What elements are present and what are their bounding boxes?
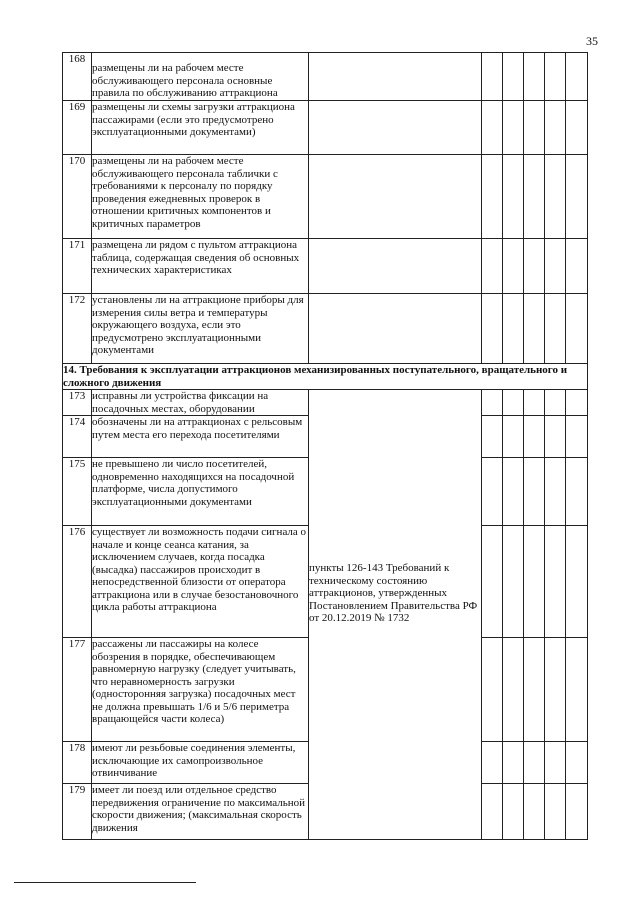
row-number: 169 bbox=[63, 101, 92, 155]
question-cell bbox=[92, 155, 309, 239]
answer-cell bbox=[545, 239, 566, 294]
question-cell bbox=[92, 742, 309, 784]
answer-cell bbox=[566, 390, 588, 416]
answer-cell bbox=[566, 416, 588, 458]
answer-cell bbox=[545, 53, 566, 101]
answer-cell bbox=[566, 742, 588, 784]
question-cell bbox=[92, 239, 309, 294]
question-text: установлены ли на аттракционе приборы для измерения силы ветра и температуры окружающего воздуха, если это предусмотрено эксплуатационными документами bbox=[92, 294, 304, 356]
answer-cell bbox=[503, 155, 524, 239]
question-cell bbox=[92, 390, 309, 416]
checklist-table bbox=[62, 52, 588, 840]
answer-cell bbox=[482, 458, 503, 526]
page-number: 35 bbox=[586, 34, 598, 48]
answer-cell bbox=[503, 294, 524, 364]
answer-cell bbox=[524, 638, 545, 742]
question-cell bbox=[92, 458, 309, 526]
answer-cell bbox=[482, 53, 503, 101]
answer-cell bbox=[482, 155, 503, 239]
table-row bbox=[63, 294, 588, 364]
answer-cell bbox=[503, 742, 524, 784]
table-row bbox=[63, 101, 588, 155]
question-text: размещены ли схемы загрузки аттракциона пассажирами (если это предусмотрено эксплуатационными документами) bbox=[92, 101, 295, 138]
answer-cell bbox=[545, 155, 566, 239]
row-number: 170 bbox=[63, 155, 92, 239]
norm-cell bbox=[309, 53, 482, 101]
question-text: рассажены ли пассажиры на колесе обозрения в порядке, обеспечивающем равномерную нагрузку (следует учитывать, что неравномерность загрузки (односторонняя загрузка) посадочных мест не должна превышать 1/6 и 5/6 периметра вращающейся части колеса) bbox=[92, 638, 296, 725]
row-number: 179 bbox=[63, 784, 92, 840]
answer-cell bbox=[524, 101, 545, 155]
row-number: 172 bbox=[63, 294, 92, 364]
answer-cell bbox=[503, 526, 524, 638]
answer-cell bbox=[566, 53, 588, 101]
row-number: 174 bbox=[63, 416, 92, 458]
row-number: 176 bbox=[63, 526, 92, 638]
answer-cell bbox=[503, 53, 524, 101]
row-number: 168 bbox=[63, 53, 92, 101]
table-row bbox=[63, 155, 588, 239]
question-cell bbox=[92, 294, 309, 364]
question-cell bbox=[92, 526, 309, 638]
question-text: размещены ли на рабочем месте обслуживающего персонала основные правила по обслуживанию аттракциона bbox=[92, 62, 278, 99]
table-row bbox=[63, 239, 588, 294]
answer-cell bbox=[503, 101, 524, 155]
table-row bbox=[63, 53, 588, 101]
answer-cell bbox=[545, 784, 566, 840]
answer-cell bbox=[503, 239, 524, 294]
answer-cell bbox=[524, 784, 545, 840]
question-text: исправны ли устройства фиксации на посадочных местах, оборудовании bbox=[92, 390, 269, 415]
answer-cell bbox=[524, 294, 545, 364]
norm-reference-cell bbox=[309, 390, 482, 840]
answer-cell bbox=[503, 416, 524, 458]
question-text: имеют ли резьбовые соединения элементы, исключающие их самопроизвольное отвинчивание bbox=[92, 742, 296, 779]
answer-cell bbox=[503, 458, 524, 526]
answer-cell bbox=[482, 390, 503, 416]
answer-cell bbox=[482, 638, 503, 742]
answer-cell bbox=[545, 390, 566, 416]
answer-cell bbox=[545, 526, 566, 638]
answer-cell bbox=[482, 742, 503, 784]
answer-cell bbox=[524, 53, 545, 101]
answer-cell bbox=[524, 742, 545, 784]
answer-cell bbox=[482, 526, 503, 638]
question-text: существует ли возможность подачи сигнала о начале и конце сеанса катания, за исключением случаев, когда посадка (высадка) пассажиров происходит в непосредственной близости от оператора аттракциона или в случае безостановочного цикла работы аттракциона bbox=[92, 526, 307, 613]
question-cell bbox=[92, 638, 309, 742]
question-cell bbox=[92, 784, 309, 840]
answer-cell bbox=[482, 784, 503, 840]
question-cell bbox=[92, 101, 309, 155]
question-text: имеет ли поезд или отдельное средство передвижения ограничение по максимальной скорости движения; (максимальная скорость движения bbox=[92, 784, 305, 834]
answer-cell bbox=[566, 526, 588, 638]
question-text: размещена ли рядом с пультом аттракциона таблица, содержащая сведения об основных технических характеристиках bbox=[92, 239, 300, 276]
question-text: обозначены ли на аттракционах с рельсовым путем места его перехода посетителями bbox=[92, 416, 303, 441]
question-text: размещены ли на рабочем месте обслуживающего персонала таблички с требованиями к персоналу по порядку проведения ежедневных проверок в отношении критичных компонентов и критичных параметров bbox=[92, 155, 278, 230]
answer-cell bbox=[524, 458, 545, 526]
answer-cell bbox=[482, 294, 503, 364]
answer-cell bbox=[545, 294, 566, 364]
answer-cell bbox=[524, 416, 545, 458]
table-row bbox=[63, 390, 588, 416]
answer-cell bbox=[545, 458, 566, 526]
row-number: 178 bbox=[63, 742, 92, 784]
question-text: не превышено ли число посетителей, одновременно находящихся на посадочной платформе, числа допустимого эксплуатационными документами bbox=[92, 458, 295, 508]
row-number: 175 bbox=[63, 458, 92, 526]
answer-cell bbox=[524, 526, 545, 638]
norm-cell bbox=[309, 239, 482, 294]
norm-cell bbox=[309, 155, 482, 239]
norm-cell bbox=[309, 101, 482, 155]
norm-reference: пункты 126-143 Требований к техническому состоянию аттракционов, утвержденных Постановлением Правительства РФ от 20.12.2019 № 1732 bbox=[309, 562, 478, 624]
answer-cell bbox=[524, 155, 545, 239]
footnote-divider bbox=[14, 882, 196, 883]
answer-cell bbox=[566, 458, 588, 526]
answer-cell bbox=[503, 784, 524, 840]
answer-cell bbox=[503, 390, 524, 416]
answer-cell bbox=[545, 742, 566, 784]
answer-cell bbox=[545, 101, 566, 155]
answer-cell bbox=[482, 101, 503, 155]
answer-cell bbox=[566, 101, 588, 155]
answer-cell bbox=[524, 239, 545, 294]
row-number: 177 bbox=[63, 638, 92, 742]
answer-cell bbox=[566, 638, 588, 742]
answer-cell bbox=[482, 239, 503, 294]
row-number: 171 bbox=[63, 239, 92, 294]
question-cell bbox=[92, 416, 309, 458]
answer-cell bbox=[503, 638, 524, 742]
norm-cell bbox=[309, 294, 482, 364]
answer-cell bbox=[566, 784, 588, 840]
section-title: 14. Требования к эксплуатации аттракционов механизированных поступательного, вращательного и сложного движения bbox=[63, 364, 588, 390]
answer-cell bbox=[566, 239, 588, 294]
section-header-row bbox=[63, 364, 588, 390]
answer-cell bbox=[566, 294, 588, 364]
answer-cell bbox=[566, 155, 588, 239]
row-number: 173 bbox=[63, 390, 92, 416]
answer-cell bbox=[545, 638, 566, 742]
answer-cell bbox=[524, 390, 545, 416]
answer-cell bbox=[545, 416, 566, 458]
question-cell bbox=[92, 53, 309, 101]
answer-cell bbox=[482, 416, 503, 458]
